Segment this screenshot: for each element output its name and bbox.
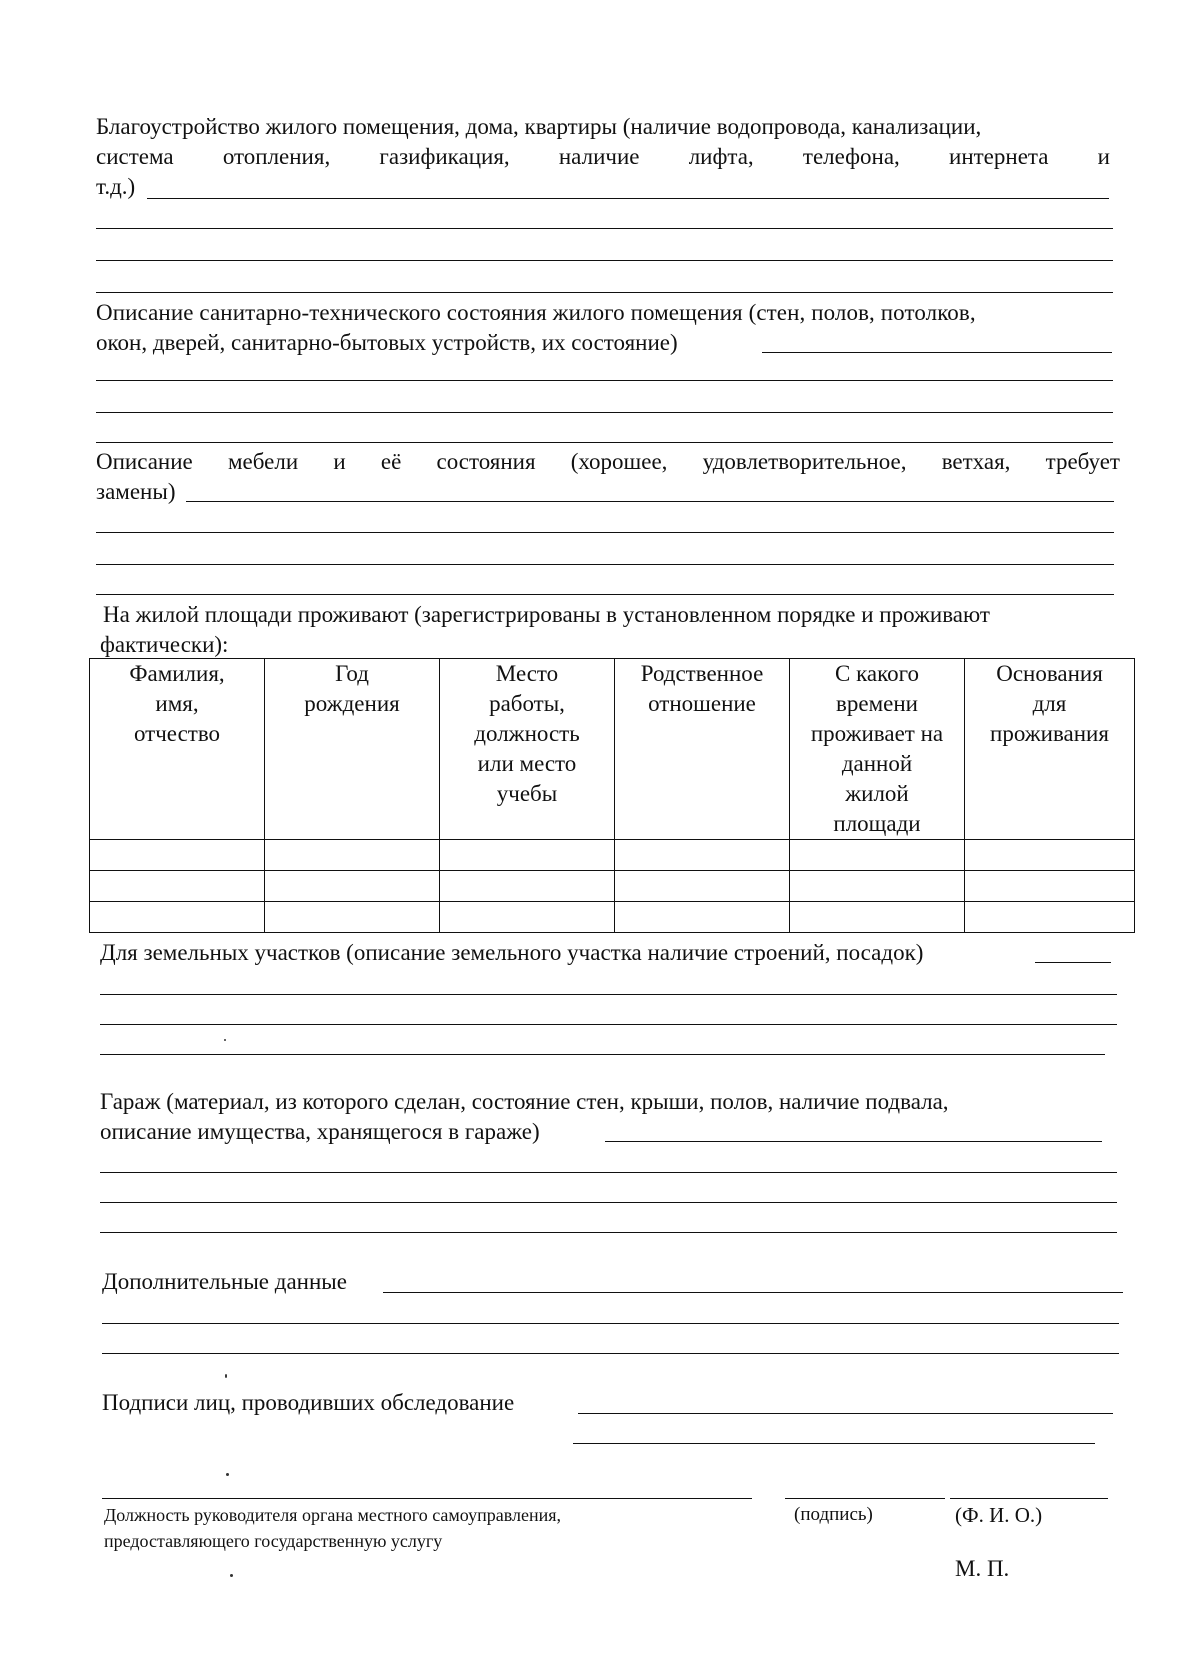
table-cell[interactable]	[965, 871, 1135, 902]
furniture-word: требует	[1045, 449, 1120, 474]
additional-text-line1: Дополнительные данные	[102, 1269, 347, 1294]
table-header-text: Основания	[996, 661, 1103, 686]
furniture-word: её	[380, 449, 402, 474]
garage-fill-line[interactable]	[605, 1141, 1102, 1142]
signature-fill-line[interactable]	[578, 1413, 1113, 1414]
amenities-word: наличие	[558, 144, 640, 169]
amenities-word: отопления,	[222, 144, 331, 169]
garage-fill-line[interactable]	[100, 1202, 1117, 1203]
additional-fill-line[interactable]	[102, 1353, 1119, 1354]
residents-text-line1: На жилой площади проживают (зарегистрированы в установленном порядке и проживают	[103, 602, 990, 627]
position-caption-line2: предоставляющего государственную услугу	[104, 1531, 443, 1551]
furniture-word: удовлетворительное,	[702, 449, 907, 474]
table-cell[interactable]	[265, 840, 440, 871]
amenities-text-line3: т.д.)	[96, 174, 136, 199]
table-cell[interactable]	[615, 871, 790, 902]
table-header-row	[90, 659, 1135, 840]
amenities-word: газификация,	[379, 144, 510, 169]
residents-table	[89, 658, 1135, 933]
table-row	[90, 871, 1135, 902]
table-header-text: рождения	[304, 691, 400, 716]
table-header-text: учебы	[496, 781, 558, 806]
amenities-word: телефона,	[802, 144, 900, 169]
land-fill-line[interactable]	[100, 1024, 1117, 1025]
table-header-text: площади	[833, 811, 921, 836]
amenities-fill-line[interactable]	[147, 198, 1109, 199]
sanitary-text-line2: окон, дверей, санитарно-бытовых устройств, их состояние)	[96, 330, 678, 355]
table-header-text: проживания	[990, 721, 1109, 746]
garage-text-line2: описание имущества, хранящегося в гараже)	[100, 1119, 540, 1144]
table-cell[interactable]	[90, 902, 265, 933]
table-row	[90, 840, 1135, 871]
furniture-fill-line[interactable]	[186, 501, 1114, 502]
furniture-word: ветхая,	[941, 449, 1011, 474]
table-cell[interactable]	[265, 871, 440, 902]
table-header-text: Фамилия,	[129, 661, 225, 686]
signature-fill-line[interactable]	[785, 1498, 945, 1499]
table-cell[interactable]	[440, 871, 615, 902]
table-header-cell	[440, 659, 615, 840]
furniture-fill-line[interactable]	[96, 564, 1114, 565]
amenities-word: и	[1097, 144, 1110, 169]
sanitary-fill-line[interactable]	[96, 442, 1113, 443]
furniture-fill-line[interactable]	[96, 532, 1114, 533]
table-header-cell	[965, 659, 1135, 840]
table-header-text: Родственное	[640, 661, 764, 686]
amenities-word: лифта,	[688, 144, 754, 169]
table-header-text: Место	[495, 661, 559, 686]
amenities-word: интернета	[949, 144, 1049, 169]
furniture-word: состояния	[436, 449, 536, 474]
table-cell[interactable]	[790, 902, 965, 933]
furniture-text-line2: замены)	[96, 479, 176, 504]
name-caption: (Ф. И. О.)	[955, 1503, 1043, 1527]
table-header-text: должность	[474, 721, 580, 746]
position-fill-line[interactable]	[102, 1498, 752, 1499]
table-header-text: Год	[335, 661, 369, 686]
scan-speck	[225, 1374, 227, 1378]
table-header-cell	[790, 659, 965, 840]
land-fill-line[interactable]	[100, 1054, 1105, 1055]
table-cell[interactable]	[790, 840, 965, 871]
garage-text-line1: Гараж (материал, из которого сделан, состояние стен, крыши, полов, наличие подвала,	[100, 1089, 949, 1114]
table-header-text: или место	[477, 751, 577, 776]
table-cell[interactable]	[965, 902, 1135, 933]
name-fill-line[interactable]	[950, 1498, 1108, 1499]
table-header-text: проживает на	[810, 721, 944, 746]
amenities-text-line1: Благоустройство жилого помещения, дома, квартиры (наличие водопровода, канализации,	[96, 114, 982, 139]
table-cell[interactable]	[615, 902, 790, 933]
table-cell[interactable]	[615, 840, 790, 871]
land-fill-line[interactable]	[1035, 962, 1111, 963]
sanitary-text-line1: Описание санитарно-технического состояния жилого помещения (стен, полов, потолков,	[96, 300, 976, 325]
table-header-text: С какого	[835, 661, 919, 686]
furniture-text-line1	[96, 447, 1120, 477]
table-header-text: времени	[836, 691, 918, 716]
land-text-line1: Для земельных участков (описание земельного участка наличие строений, посадок)	[100, 940, 924, 965]
amenities-text-line2	[96, 142, 1110, 172]
additional-fill-line[interactable]	[102, 1323, 1119, 1324]
sanitary-fill-line[interactable]	[96, 412, 1113, 413]
table-cell[interactable]	[790, 871, 965, 902]
furniture-fill-line[interactable]	[96, 594, 1114, 595]
furniture-word: и	[333, 449, 346, 474]
table-header-text: отношение	[648, 691, 756, 716]
amenities-fill-line[interactable]	[96, 228, 1113, 229]
amenities-fill-line[interactable]	[96, 292, 1113, 293]
table-header-cell	[265, 659, 440, 840]
position-caption-line1: Должность руководителя органа местного самоуправления,	[104, 1505, 562, 1525]
signature-caption: (подпись)	[794, 1504, 873, 1525]
furniture-word: мебели	[227, 449, 299, 474]
table-row	[90, 902, 1135, 933]
table-cell[interactable]	[90, 871, 265, 902]
table-header-text: для	[1032, 691, 1067, 716]
table-body	[90, 840, 1135, 933]
table-header-text: отчество	[133, 721, 221, 746]
table-header-cell	[90, 659, 265, 840]
table-cell[interactable]	[265, 902, 440, 933]
sanitary-fill-line[interactable]	[762, 352, 1112, 353]
table-cell[interactable]	[440, 840, 615, 871]
table-header-text: работы,	[489, 691, 565, 716]
table-cell[interactable]	[90, 840, 265, 871]
scan-speck	[230, 1574, 233, 1577]
signature-fill-line[interactable]	[573, 1443, 1095, 1444]
amenities-fill-line[interactable]	[96, 260, 1113, 261]
sanitary-fill-line[interactable]	[96, 380, 1113, 381]
furniture-word: (хорошее,	[570, 449, 668, 474]
garage-fill-line[interactable]	[100, 1172, 1117, 1173]
table-header-text: имя,	[155, 691, 199, 716]
table-cell[interactable]	[965, 840, 1135, 871]
table-header-text: данной	[841, 751, 913, 776]
amenities-word: система	[96, 144, 174, 169]
land-fill-line[interactable]	[100, 994, 1117, 995]
table-header-text: жилой	[845, 781, 909, 806]
scan-speck	[224, 1039, 226, 1041]
stamp-placeholder: М. П.	[955, 1556, 1010, 1581]
furniture-word: Описание	[96, 449, 193, 474]
table-header-cell	[615, 659, 790, 840]
additional-fill-line[interactable]	[383, 1292, 1123, 1293]
table-cell[interactable]	[440, 902, 615, 933]
signatures-text-line1: Подписи лиц, проводивших обследование	[102, 1390, 515, 1415]
scan-speck	[226, 1473, 229, 1476]
residents-text-line2: фактически):	[100, 632, 229, 657]
garage-fill-line[interactable]	[100, 1232, 1117, 1233]
